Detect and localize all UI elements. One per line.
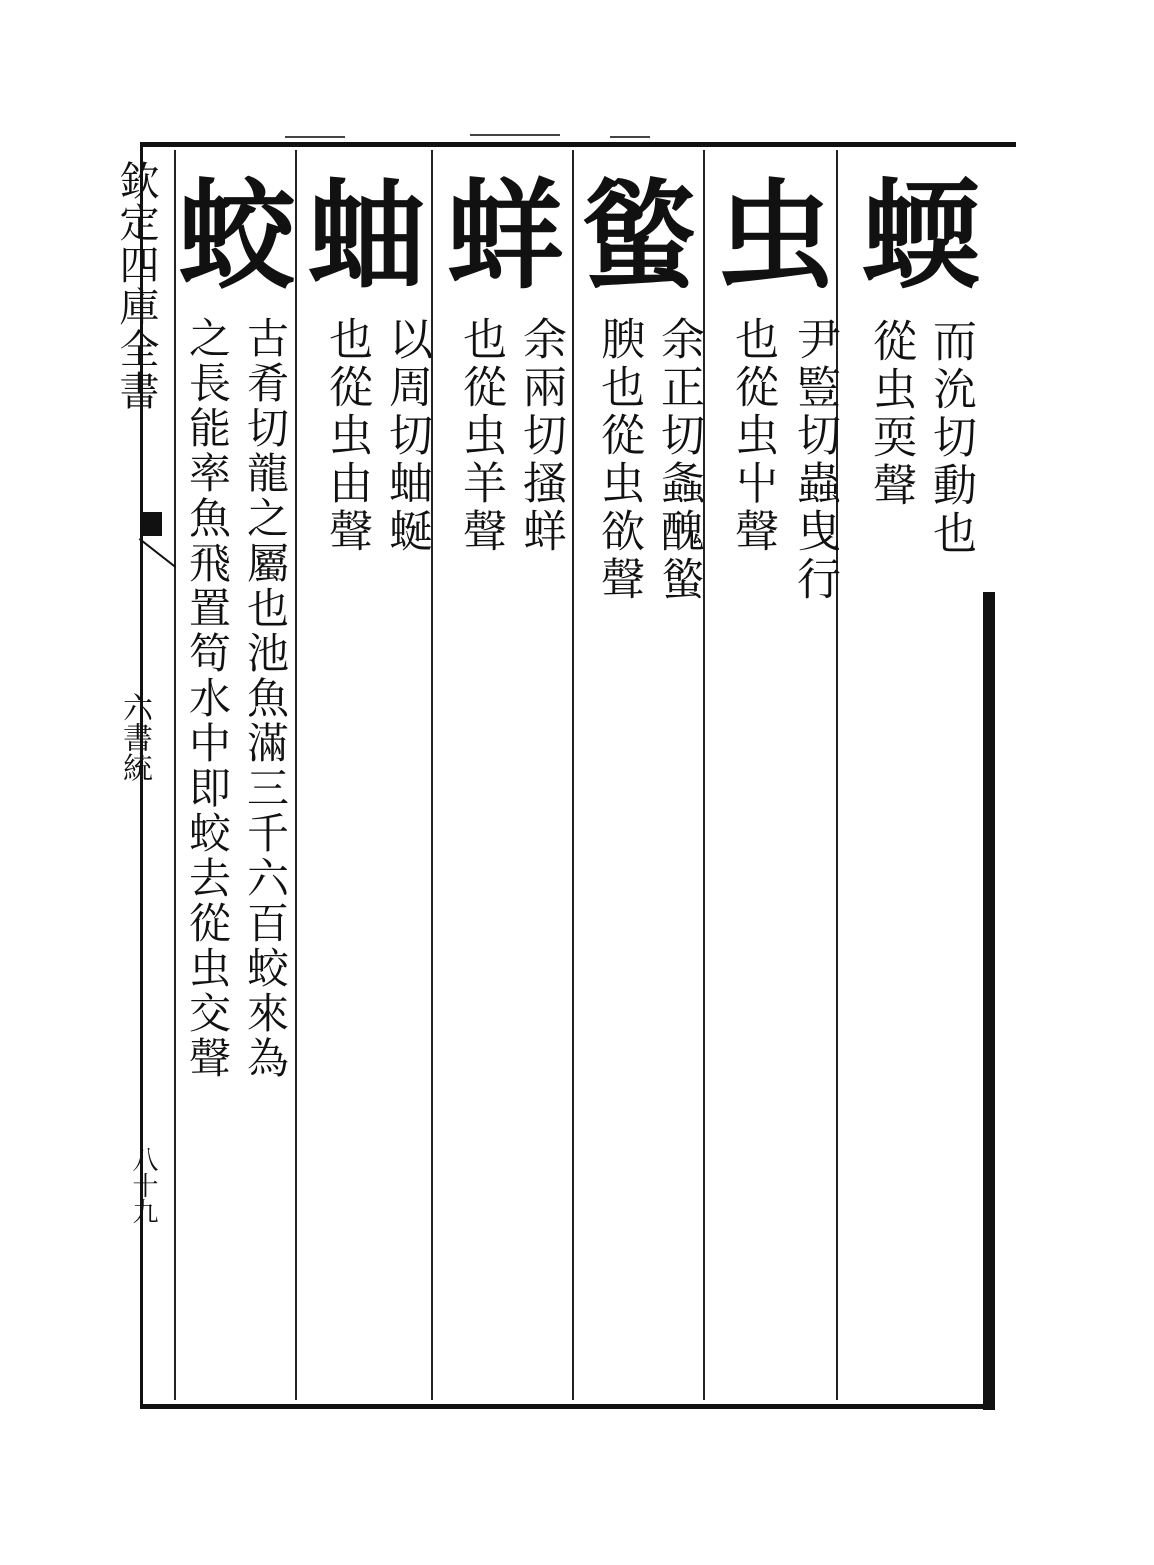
seal-character: 蚰	[307, 166, 426, 305]
entry-gloss-line: 之長能率魚飛置笱水中即蛟去從虫交聲	[183, 316, 232, 1081]
fish-tail-line	[139, 538, 176, 568]
entry-gloss-line: 尹䜿切蟲曳行	[789, 316, 840, 604]
entry-gloss-line: 腴也從虫欲聲	[593, 316, 644, 604]
ornament-speck	[285, 136, 345, 138]
seal-character: 虫	[715, 166, 834, 305]
entry-gloss-line: 古肴切龍之屬也池魚滿三千六百蛟來為	[241, 316, 290, 1081]
entry-gloss-line: 余兩切搔蛘	[515, 316, 566, 556]
seal-character: 蛘	[445, 166, 564, 305]
ornament-speck	[610, 136, 650, 138]
bottom-border	[140, 1404, 992, 1409]
right-border	[983, 592, 995, 1410]
margin-collection-title: 欽定四庫全書	[113, 160, 159, 412]
entry-gloss-line: 以周切蚰蜒	[381, 316, 432, 556]
ornament-speck	[470, 134, 560, 136]
seal-character: 螸	[579, 166, 698, 305]
column-rule	[295, 150, 297, 1400]
column-rule	[174, 150, 176, 1400]
fish-tail-ornament	[140, 512, 162, 536]
entry-gloss-line: 也從虫由聲	[321, 316, 372, 556]
top-border	[140, 142, 1016, 147]
entry-gloss-line: 余正切螽醜螸	[653, 316, 704, 604]
column-rule	[572, 150, 574, 1400]
seal-character: 蝡	[861, 166, 980, 305]
margin-page-number: 八十九	[128, 1146, 158, 1224]
entry-gloss-line: 也從虫羊聲	[455, 316, 506, 556]
entry-gloss-line: 從虫耎聲	[865, 318, 916, 510]
seal-character: 蛟	[177, 166, 296, 305]
margin-book-title: 六書統	[117, 692, 152, 782]
entry-gloss-line: 而沇切動也	[925, 318, 976, 558]
entry-gloss-line: 也從虫屮聲	[727, 316, 778, 556]
